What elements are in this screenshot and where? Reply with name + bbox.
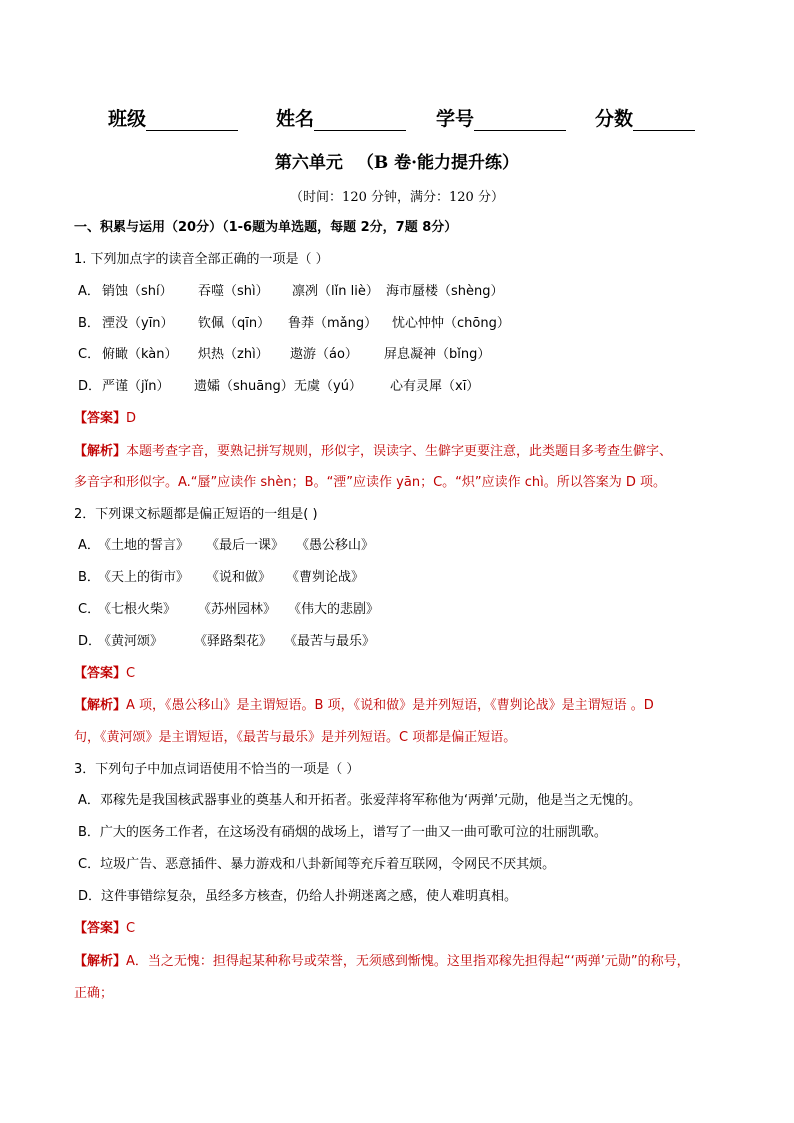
answer-value: D <box>126 411 137 426</box>
q1-option-a[interactable] <box>78 282 718 302</box>
option-label: B． <box>78 825 100 840</box>
option-item: 屏息凝神（bǐng） <box>384 347 491 362</box>
student-id-label: 学号 <box>436 108 475 130</box>
option-label: A． <box>78 284 100 299</box>
option-item: 无虞（yú） <box>294 379 362 394</box>
class-field[interactable] <box>108 104 238 131</box>
option-item: 凛冽（lǐn liè） <box>292 284 379 299</box>
option-item: 遗孀（shuāng） <box>194 379 294 394</box>
option-item: 海市蜃楼（shèng） <box>386 284 504 299</box>
option-text: 垃圾广告、恶意插件、暴力游戏和八卦新闻等充斥着互联网，令网民不厌其烦。 <box>100 857 556 872</box>
option-item: 销蚀（shí） <box>102 284 173 299</box>
name-field[interactable] <box>276 104 406 131</box>
q2-explanation-cont: 句，《黄河颂》是主谓短语，《最苦与最乐》是并列短语。C 项都是偏正短语。 <box>74 730 517 745</box>
answer-tag: 【答案】 <box>74 921 127 936</box>
question-3-stem: 3．下列句子中加点词语使用不恰当的一项是（ ） <box>74 762 360 777</box>
q1-option-b[interactable] <box>78 314 718 334</box>
answer-tag: 【答案】 <box>74 666 127 681</box>
option-item: 《七根火柴》 <box>98 602 177 617</box>
q3-explanation-cont: 正确； <box>74 986 114 1001</box>
option-item: 吞噬（shì） <box>198 284 269 299</box>
option-label: D． <box>78 379 102 394</box>
answer-value: C <box>126 921 136 936</box>
question-1-stem: 1. 下列加点字的读音全部正确的一项是（ ） <box>74 252 329 267</box>
q2-option-b[interactable] <box>78 568 478 588</box>
answer-value: C <box>126 666 136 681</box>
section-heading: 一、积累与运用（20分）（1-6题为单选题，每题 2分，7题 8分） <box>74 220 458 235</box>
q3-option-c[interactable] <box>78 855 555 875</box>
q2-explanation <box>74 696 654 716</box>
explanation-tag: 【解析】 <box>74 444 127 459</box>
option-item: 遨游（áo） <box>290 347 358 362</box>
option-label: C． <box>78 602 101 617</box>
score-blank[interactable] <box>633 110 695 131</box>
option-text: 广大的医务工作者，在这场没有硝烟的战场上，谱写了一曲又一曲可歌可泣的壮丽凯歌。 <box>99 825 607 840</box>
page-title <box>0 148 794 173</box>
option-label: A． <box>78 793 100 808</box>
score-label: 分数 <box>595 108 634 130</box>
option-item: 心有灵犀（xī） <box>390 379 480 394</box>
option-item: 《曹刿论战》 <box>286 570 365 585</box>
option-label: C． <box>78 857 101 872</box>
q2-answer <box>74 664 135 684</box>
option-item: 俯瞰（kàn） <box>102 347 178 362</box>
score-field[interactable] <box>595 104 695 131</box>
option-item: 《最苦与最乐》 <box>284 634 376 649</box>
option-item: 严谨（jǐn） <box>102 379 170 394</box>
class-blank[interactable] <box>146 110 238 131</box>
q2-option-c[interactable] <box>78 600 478 620</box>
option-label: D． <box>78 889 102 904</box>
option-item: 《天上的街市》 <box>98 570 190 585</box>
answer-tag: 【答案】 <box>74 411 127 426</box>
exam-meta: （时间：120 分钟，满分：120 分） <box>290 190 504 205</box>
option-label: B． <box>78 316 100 331</box>
q2-option-d[interactable] <box>78 632 478 652</box>
class-label: 班级 <box>108 108 147 130</box>
option-item: 《最后一课》 <box>206 538 285 553</box>
option-item: 《说和做》 <box>206 570 272 585</box>
explanation-text: A 项，《愚公移山》是主谓短语。B 项，《说和做》是并列短语，《曹刿论战》是主谓短语 。D <box>126 698 654 713</box>
option-text: 邓稼先是我国核武器事业的奠基人和开拓者。张爱萍将军称他为‘两弹’元勋，他是当之无愧的。 <box>99 793 642 808</box>
option-text: 这件事错综复杂，虽经多方核查，仍给人扑朔迷离之感，使人难明真相。 <box>101 889 518 904</box>
q3-explanation <box>74 952 690 972</box>
explanation-tag: 【解析】 <box>74 698 127 713</box>
option-item: 炽热（zhì） <box>198 347 269 362</box>
option-label: D． <box>78 634 102 649</box>
unit-title: 第六单元 <box>274 153 343 173</box>
student-id-blank[interactable] <box>474 110 566 131</box>
q3-option-a[interactable] <box>78 791 641 811</box>
option-item: 《土地的誓言》 <box>98 538 190 553</box>
name-label: 姓名 <box>276 108 315 130</box>
name-blank[interactable] <box>314 110 406 131</box>
student-info-row <box>108 104 708 132</box>
option-item: 《驿路梨花》 <box>194 634 273 649</box>
q1-option-d[interactable] <box>78 377 718 397</box>
q1-answer <box>74 409 136 429</box>
option-item: 鲁莽（mǎng） <box>288 316 378 331</box>
q2-option-a[interactable] <box>78 536 478 556</box>
option-label: B． <box>78 570 100 585</box>
q3-option-d[interactable] <box>78 887 517 907</box>
option-label: C． <box>78 347 101 362</box>
option-item: 忧心忡忡（chōng） <box>392 316 510 331</box>
volume-title: （B 卷·能力提升练） <box>356 153 520 173</box>
option-item: 《愚公移山》 <box>296 538 375 553</box>
option-item: 《苏州园林》 <box>198 602 277 617</box>
option-item: 《伟大的悲剧》 <box>288 602 380 617</box>
q3-option-b[interactable] <box>78 823 607 843</box>
q1-explanation <box>74 442 672 462</box>
option-item: 湮没（yīn） <box>102 316 174 331</box>
explanation-tag: 【解析】 <box>74 954 127 969</box>
q3-answer <box>74 919 135 939</box>
option-item: 钦佩（qīn） <box>198 316 271 331</box>
explanation-text: 本题考查字音，要熟记拼写规则，形似字，误读字、生僻字更要注意，此类题目多考查生僻字、 <box>126 444 673 459</box>
q1-explanation-cont: 多音字和形似字。A.“蜃”应读作 shèn；B。“湮”应读作 yān；C。“炽”应读作 chì。所以答案为 D 项。 <box>74 475 667 490</box>
explanation-text: A．当之无愧：担得起某种称号或荣誉，无须感到惭愧。这里指邓稼先担得起“‘两弹’元勋”的称号， <box>126 954 690 969</box>
option-item: 《黄河颂》 <box>98 634 164 649</box>
question-2-stem: 2．下列课文标题都是偏正短语的一组是( ) <box>74 507 318 522</box>
q1-option-c[interactable] <box>78 345 718 365</box>
student-id-field[interactable] <box>436 104 566 131</box>
option-label: A． <box>78 538 100 553</box>
